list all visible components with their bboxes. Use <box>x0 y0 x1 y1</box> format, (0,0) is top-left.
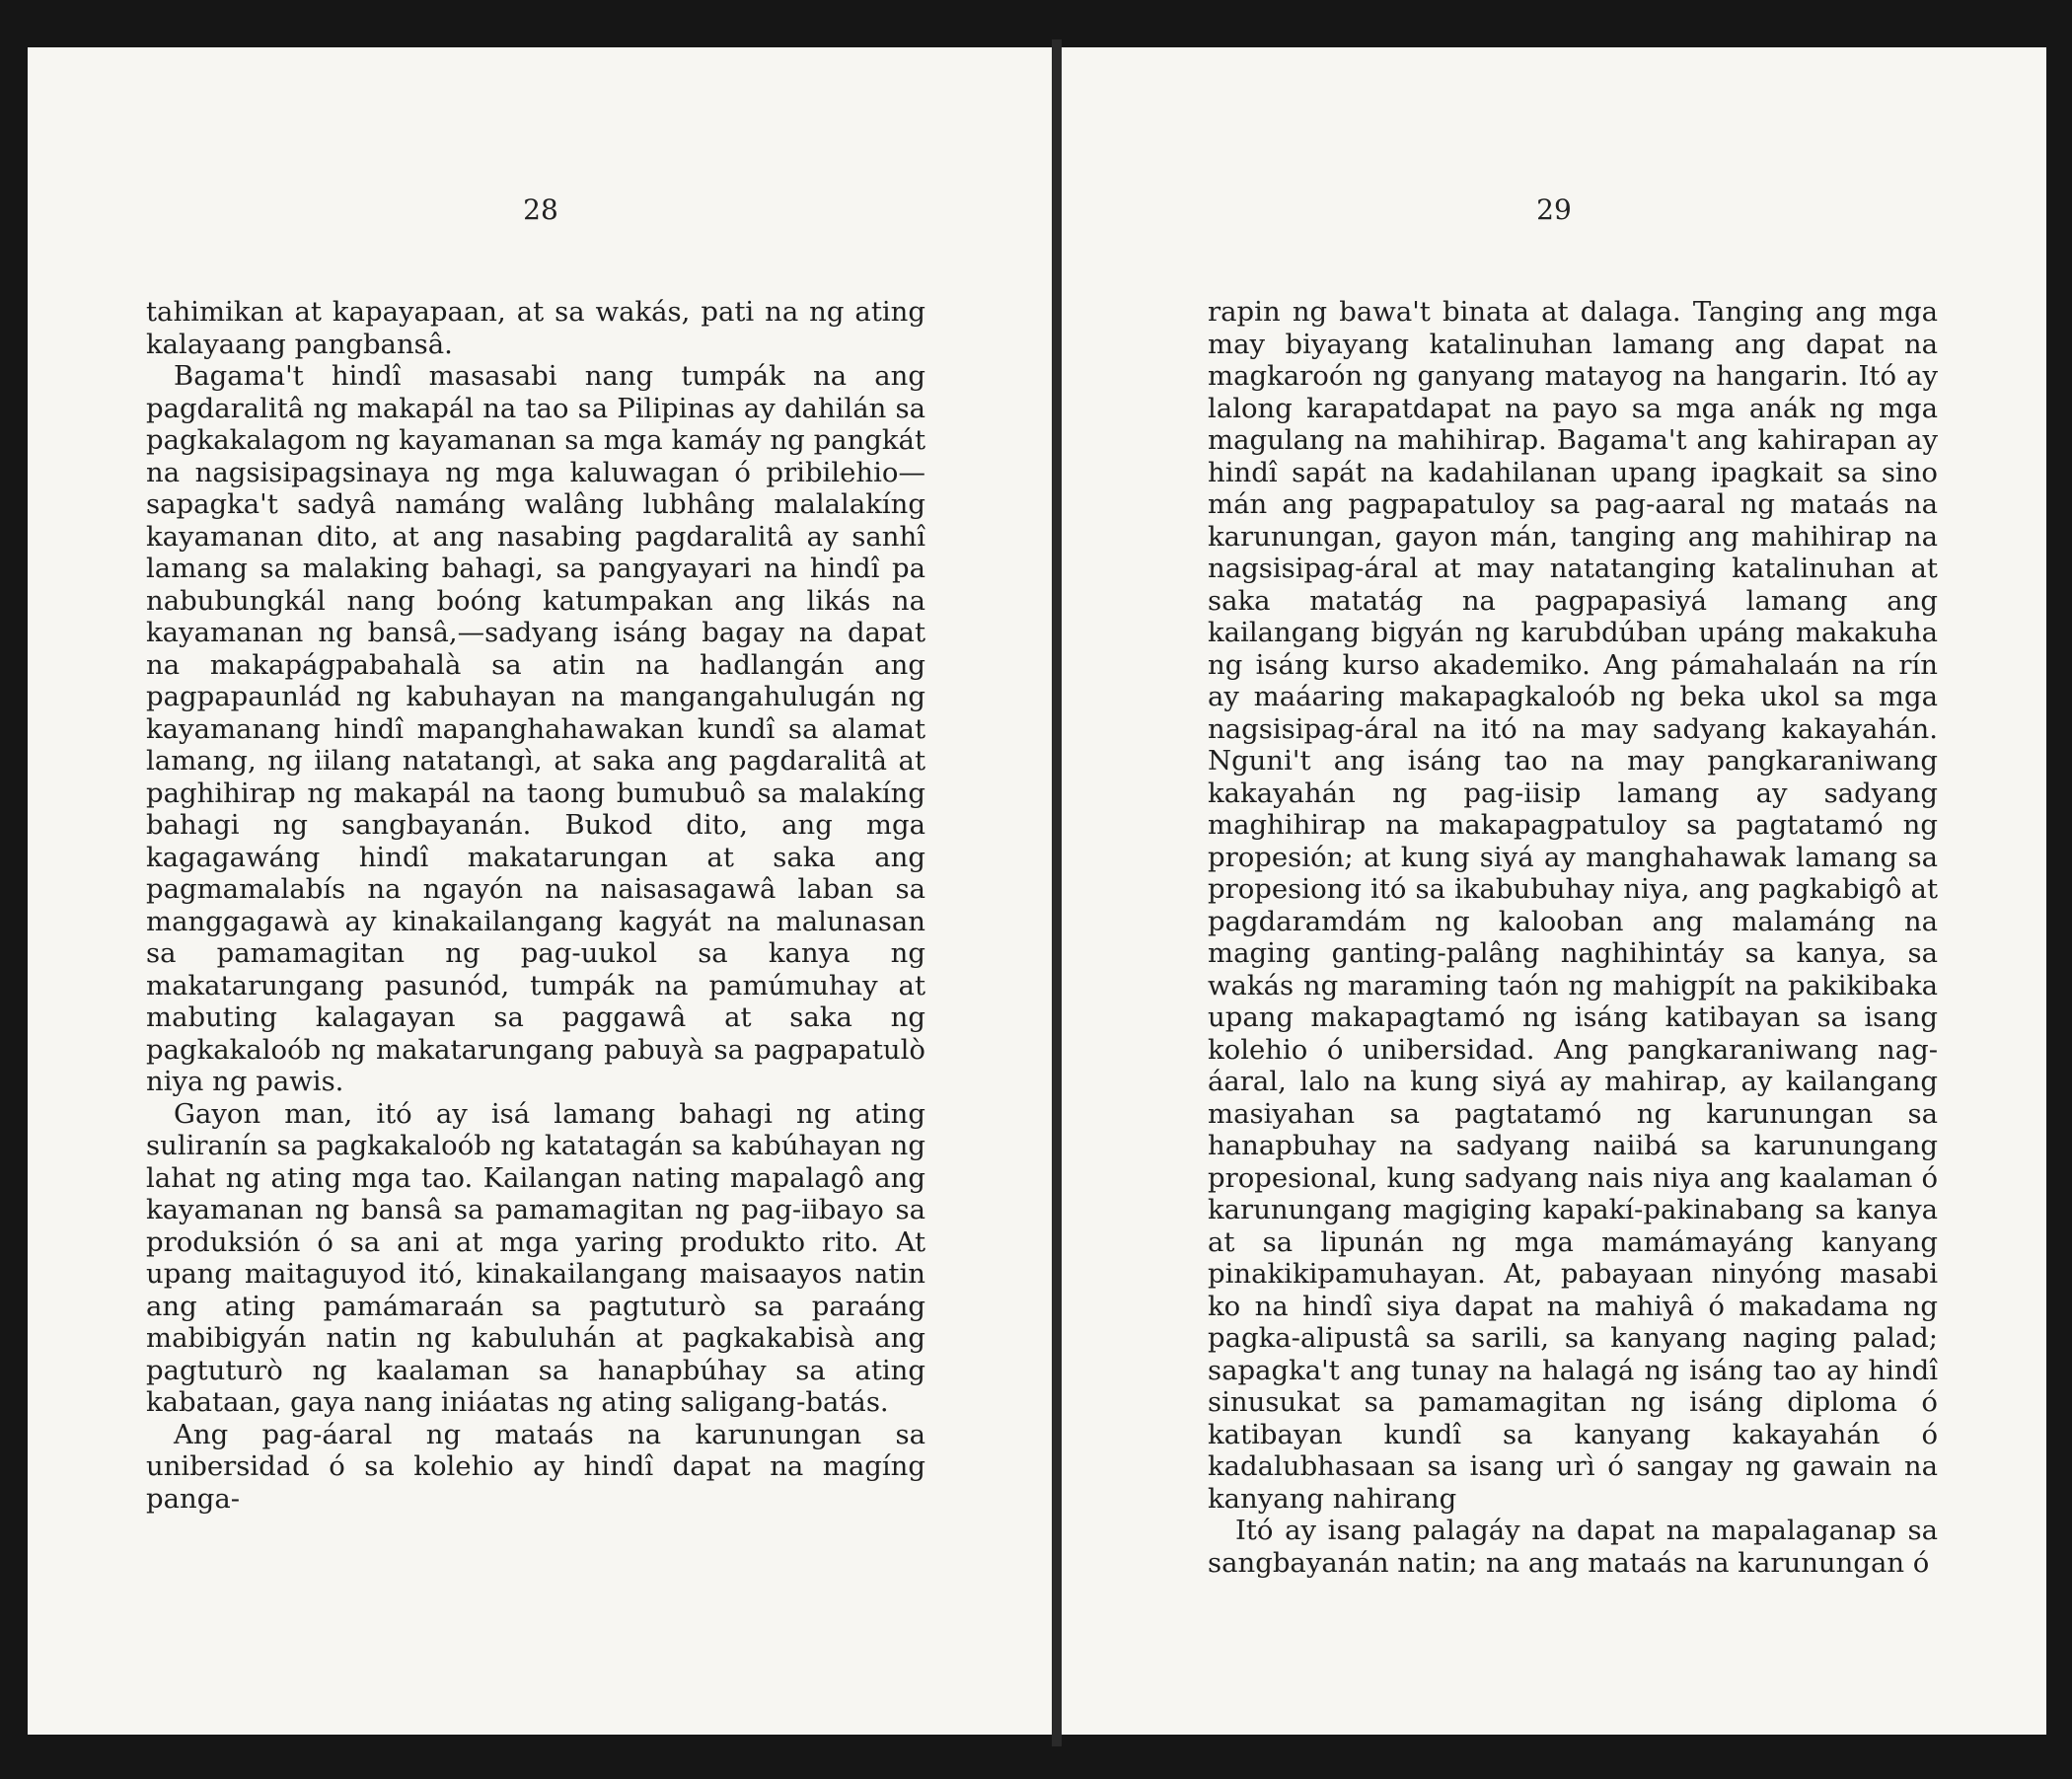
left-page <box>28 47 1054 1735</box>
page-number: 29 <box>1536 193 1572 226</box>
paragraph: Bagama't hindî masasabi nang tumpák na ang pagdaralitâ ng makapál na tao sa Pilipinas ay dahilán sa pagkakalagom ng kayamanan sa mga kamáy ng pangkát na nagsisipagsinaya ng mga kaluwagan ó pribilehio—sapagka't sadyâ namáng walâng lubhâng malalakíng kayamanan dito, at ang nasabing pagdaralitâ ay sanhî lamang sa malaking bahagi, sa pangyayari na hindî pa nabubungkál nang boóng katumpakan ang likás na kayamanan ng bansâ,—sadyang isáng bagay na dapat na makapágpabahalà sa atin na hadlangán ang pagpapaunlád ng kabuhayan na mangangahulugán ng kayamanang hindî mapanghahawakan kundî sa alamat lamang, ng iilang natatangì, at saka ang pagdaralitâ at paghihirap ng makapál na taong bumubuô sa malakíng bahagi ng sangbayanán. Bukod dito, ang mga kagagawáng hindî makatarungan at saka ang pagmamalabís na ngayón na naisasagawâ laban sa manggagawà ay kinakailangang kagyát na malunasan sa pamamagitan ng pag-uukol sa kanya ng makatarungang pasunód, tumpák na pamúmuhay at mabuting kalagayan sa paggawâ at saka ng pagkakaloób ng makatarungang pabuyà sa pagpapatulò niya ng pawis. <box>146 360 925 1097</box>
right-page <box>1062 47 2046 1735</box>
paragraph: rapin ng bawa't binata at dalaga. Tanging ang mga may biyayang katalinuhan lamang ang dapat na magkaroón ng ganyang matayog na hangarin. Itó ay lalong karapatdapat na payo sa mga anák ng mga magulang na mahihirap. Bagama't ang kahirapan ay hindî sapát na kadahilanan upang ipagkait sa sino mán ang pagpapatuloy sa pag-aaral ng mataás na karunungan, gayon mán, tanging ang mahihirap na nagsisipag-áral at may natatanging katalinuhan at saka matatág na pagpapasiyá lamang ang kailangang bigyán ng karubdúban upáng makakuha ng isáng kurso akademiko. Ang pámahalaán na rín ay maáaring makapagkaloób ng beka ukol sa mga nagsisipag-áral na itó na may sadyang kakayahán. Nguni't ang isáng tao na may pangkaraniwang kakayahán ng pag-iisip lamang ay sadyang maghihirap na makapagpatuloy sa pagtatamó ng propesión; at kung siyá ay manghahawak lamang sa propesiong itó sa ikabubuhay niya, ang pagkabigô at pagdaramdám ng kalooban ang malamáng na maging ganting-palâng naghihintáy sa kanya, sa wakás ng maraming taón ng mahigpít na pakikibaka upang makapagtamó ng isáng katibayan sa isang kolehio ó unibersidad. Ang pangkaraniwang nag-áaral, lalo na kung siyá ay mahirap, ay kailangang masiyahan sa pagtatamó ng karunungan sa hanapbuhay na sadyang naiibá sa karunungang propesional, kung sadyang nais niya ang kaalaman ó karunungang magiging kapakí-pakinabang sa kanya at sa lipunán ng mga mamámayáng kanyang pinakikipamuhayan. At, pabayaan ninyóng masabi ko na hindî siya dapat na mahiyâ ó makadama ng pagka-alipustâ sa sarili, sa kanyang naging palad; sapagka't ang tunay na halagá ng isáng tao ay hindî sinusukat sa pamamagitan ng isáng diploma ó katibayan kundî sa kanyang kakayahán ó kadalubhasaan sa isang urì ó sangay ng gawain na kanyang nahirang <box>1208 296 1938 1515</box>
book-gutter <box>1052 39 1062 1746</box>
page-text <box>146 296 925 1515</box>
paragraph: Ang pag-áaral ng mataás na karunungan sa unibersidad ó sa kolehio ay hindî dapat na magíng panga- <box>146 1418 925 1515</box>
page-text <box>1208 296 1938 1579</box>
paragraph: Itó ay isang palagáy na dapat na mapalaganap sa sangbayanán natin; na ang mataás na karunungan ó <box>1208 1515 1938 1579</box>
page-number: 28 <box>523 193 558 226</box>
paragraph: tahimikan at kapayapaan, at sa wakás, pati na ng ating kalayaang pangbansâ. <box>146 296 925 360</box>
paragraph: Gayon man, itó ay isá lamang bahagi ng ating suliranín sa pagkakaloób ng katatagán sa kabúhayan ng lahat ng ating mga tao. Kailangan nating mapalagô ang kayamanan ng bansâ sa pamamagitan ng pag-iibayo sa produksión ó sa ani at mga yaring produkto rito. At upang maitaguyod itó, kinakailangang maisaayos natin ang ating pamámaraán sa pagtuturò sa paraáng mabibigyán natin ng kabuluhán at pagkakabisà ang pagtuturò ng kaalaman sa hanapbúhay sa ating kabataan, gaya nang iniáatas ng ating saligang-batás. <box>146 1097 925 1418</box>
